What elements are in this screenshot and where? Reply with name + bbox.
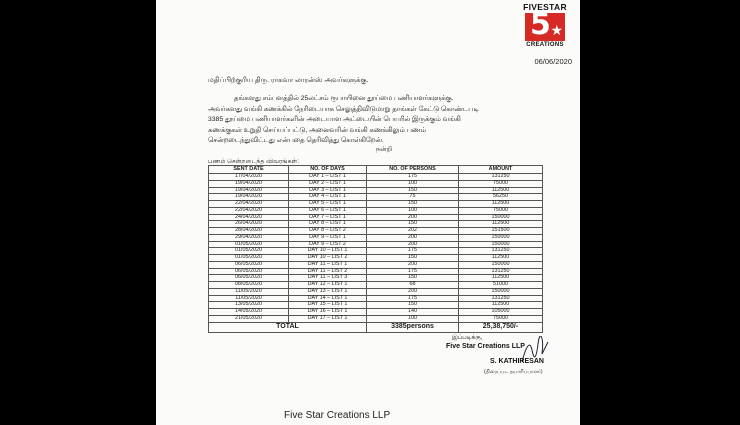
cell-amount: 151500 (459, 228, 543, 235)
cell-no-of-days: DAY 3 – LIST 1 (289, 187, 367, 194)
table-label: பணம் சென்றடைந்த விவரங்கள்: (208, 158, 299, 165)
cell-sent-date: 22/04/2020 (209, 207, 289, 214)
table-row (209, 315, 543, 322)
cell-amount: 131250 (459, 248, 543, 255)
cell-no-of-persons: 100 (367, 180, 459, 187)
cell-amount: 112500 (459, 221, 543, 228)
cell-no-of-days: DAY 1 – LIST 1 (289, 174, 367, 181)
cell-sent-date: 11/05/2020 (209, 288, 289, 295)
letter-page (156, 0, 580, 425)
cell-sent-date: 06/05/2020 (209, 268, 289, 275)
cell-amount: 51000 (459, 282, 543, 289)
body-line: தங்களது சம்பளத்தில் 25லட்சம் ரூபாயினை தூய்மை பணியாளர்களுக்கு. (234, 95, 454, 102)
cell-no-of-days: DAY 10 – LIST 2 (289, 255, 367, 262)
total-persons: 3385persons (367, 322, 459, 332)
cell-no-of-days: DAY 14 – LIST 1 (289, 295, 367, 302)
cell-amount: 75000 (459, 207, 543, 214)
total-label: TOTAL (209, 322, 367, 332)
signatory-name: S. KATHIRESAN (490, 358, 544, 365)
cell-no-of-days: DAY 2 – LIST 1 (289, 180, 367, 187)
signatory-role: (திரைப்பட தயாரிப்பாளர்) (484, 369, 543, 375)
payment-table (208, 165, 543, 333)
thanks-text: நன்றி (376, 146, 393, 153)
cell-sent-date: 13/05/2020 (209, 302, 289, 309)
cell-sent-date: 24/04/2020 (209, 214, 289, 221)
star-icon: ★ (550, 22, 563, 38)
table-row (209, 234, 543, 241)
cell-no-of-days: DAY 17 – LIST 1 (289, 315, 367, 322)
cell-no-of-persons: 140 (367, 309, 459, 316)
letter-date: 06/06/2020 (534, 57, 572, 66)
cell-sent-date: 01/05/2020 (209, 241, 289, 248)
cell-amount: 105000 (459, 309, 543, 316)
cell-no-of-persons: 200 (367, 234, 459, 241)
header-no-of-persons: NO. OF PERSONS (367, 166, 459, 174)
cell-amount: 131250 (459, 268, 543, 275)
cell-sent-date: 19/04/2020 (209, 180, 289, 187)
cell-amount: 150000 (459, 261, 543, 268)
cell-no-of-days: DAY 11 – LIST 1 (289, 261, 367, 268)
cell-no-of-persons: 150 (367, 221, 459, 228)
cell-no-of-persons: 175 (367, 268, 459, 275)
cell-no-of-days: DAY 11 – LIST 3 (289, 275, 367, 282)
cell-no-of-persons: 175 (367, 248, 459, 255)
cell-sent-date: 22/04/2020 (209, 201, 289, 208)
cell-no-of-persons: 200 (367, 288, 459, 295)
logo-top-text: FIVESTAR (523, 2, 567, 12)
cell-no-of-persons: 202 (367, 228, 459, 235)
cell-no-of-days: DAY 13 – LIST 1 (289, 288, 367, 295)
cell-no-of-days: DAY 11 – LIST 2 (289, 268, 367, 275)
total-row (209, 322, 543, 332)
cell-no-of-days: DAY 9 – LIST 2 (289, 241, 367, 248)
cell-no-of-days: DAY 5 – LIST 1 (289, 201, 367, 208)
cell-no-of-persons: 200 (367, 241, 459, 248)
cell-no-of-persons: 100 (367, 315, 459, 322)
cell-sent-date: 11/05/2020 (209, 295, 289, 302)
cell-sent-date: 19/04/2020 (209, 187, 289, 194)
cell-amount: 112500 (459, 201, 543, 208)
cell-amount: 131250 (459, 295, 543, 302)
cell-amount: 112500 (459, 275, 543, 282)
cell-amount: 112500 (459, 255, 543, 262)
cell-amount: 75000 (459, 180, 543, 187)
letter-body (208, 94, 548, 147)
table-row (209, 180, 543, 187)
cell-sent-date: 08/05/2020 (209, 282, 289, 289)
cell-amount: 150000 (459, 288, 543, 295)
cell-amount: 150000 (459, 214, 543, 221)
cell-sent-date: 01/05/2020 (209, 248, 289, 255)
cell-no-of-days: DAY 12 – LIST 1 (289, 282, 367, 289)
cell-sent-date: 06/05/2020 (209, 261, 289, 268)
cell-amount: 150000 (459, 234, 543, 241)
cell-no-of-persons: 175 (367, 174, 459, 181)
cell-no-of-persons: 200 (367, 261, 459, 268)
body-line: அவர்களது வங்கி கணக்கில் நேரிடையாக செலுத்திவிடுமாறு தாங்கள் கேட்டு கொண்டபடி (208, 105, 479, 113)
salutation: மதிப்பிற்குரிய திரு. ராகவா லாரன்ஸ் அவர்களுக்கு. (208, 77, 369, 84)
sign-intro: இப்படிக்கு, (452, 335, 483, 341)
cell-sent-date: 19/04/2020 (209, 194, 289, 201)
company-logo (516, 2, 574, 48)
cell-sent-date: 21/05/2020 (209, 315, 289, 322)
body-line: சென்றடைந்துவிட்டது என்பதை தெரிவித்து கொள்கிறேன். (208, 137, 384, 144)
cell-no-of-days: DAY 8 – LIST 2 (289, 228, 367, 235)
logo-mark (525, 7, 565, 42)
header-no-of-days: NO. OF DAYS (289, 166, 367, 174)
cell-no-of-persons: 150 (367, 302, 459, 309)
cell-sent-date: 06/05/2020 (209, 275, 289, 282)
cell-amount: 131250 (459, 174, 543, 181)
cell-sent-date: 14/05/2020 (209, 309, 289, 316)
cell-no-of-days: DAY 15 – LIST 1 (289, 302, 367, 309)
total-amount: 25,38,750/- (459, 322, 543, 332)
body-line: 3385 தூய்மை பணியாளர்களின் அடையாள அட்டையின் பெயரில் இருக்கும் வங்கி (208, 116, 461, 123)
cell-no-of-days: DAY 8 – LIST 1 (289, 221, 367, 228)
logo-five: 5 (530, 7, 551, 42)
cell-sent-date: 17/04/2020 (209, 174, 289, 181)
cell-no-of-persons: 150 (367, 275, 459, 282)
cell-amount: 150000 (459, 241, 543, 248)
logo-bottom-text: CREATIONS (526, 42, 564, 48)
cell-no-of-persons: 100 (367, 207, 459, 214)
cell-no-of-days: DAY 4 – LIST 1 (289, 194, 367, 201)
header-sent-date: SENT DATE (209, 166, 289, 174)
body-line: கணக்குகள் உறுதி செய்யப்பட்டு, அனைவரின் வங்கி கணக்கிலும் பணம் (208, 126, 426, 134)
header-amount: AMOUNT (459, 166, 543, 174)
cell-no-of-days: DAY 9 – LIST 1 (289, 234, 367, 241)
cell-no-of-days: DAY 6 – LIST 1 (289, 207, 367, 214)
cell-amount: 112500 (459, 187, 543, 194)
cell-no-of-days: DAY 7 – LIST 1 (289, 214, 367, 221)
cell-amount: 112500 (459, 302, 543, 309)
cell-sent-date: 26/04/2020 (209, 221, 289, 228)
cell-amount: 75000 (459, 315, 543, 322)
company-signature: Five Star Creations LLP (446, 343, 525, 350)
cell-amount: 56250 (459, 194, 543, 201)
footer-company: Five Star Creations LLP (284, 410, 391, 421)
cell-no-of-persons: 150 (367, 255, 459, 262)
cell-no-of-days: DAY 16 – LIST 1 (289, 309, 367, 316)
table-row (209, 261, 543, 268)
cell-sent-date: 28/04/2020 (209, 228, 289, 235)
cell-no-of-persons: 75 (367, 194, 459, 201)
cell-no-of-persons: 200 (367, 214, 459, 221)
cell-sent-date: 01/05/2020 (209, 255, 289, 262)
cell-no-of-persons: 68 (367, 282, 459, 289)
cell-no-of-persons: 150 (367, 187, 459, 194)
cell-no-of-days: DAY 10 – LIST 1 (289, 248, 367, 255)
table-row (209, 207, 543, 214)
table-row (209, 288, 543, 295)
cell-no-of-persons: 150 (367, 201, 459, 208)
cell-sent-date: 29/04/2020 (209, 234, 289, 241)
cell-no-of-persons: 175 (367, 295, 459, 302)
